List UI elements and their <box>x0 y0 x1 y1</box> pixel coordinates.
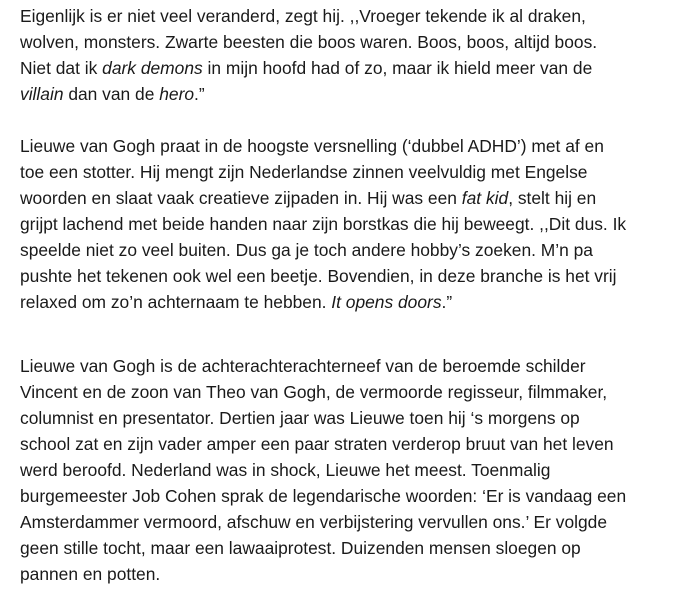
text-run: werd beroofd. Nederland was in shock, Lieuwe het meest. Toenmalig <box>20 460 551 480</box>
text-line <box>20 561 676 587</box>
text-run: Lieuwe van Gogh is de achterachterachterneef van de beroemde schilder <box>20 356 586 376</box>
italic-text: fat kid <box>461 188 509 208</box>
text-run: Niet dat ik <box>20 58 103 78</box>
text-line <box>20 29 676 55</box>
text-run: toe een stotter. Hij mengt zijn Nederlandse zinnen veelvuldig met Engelse <box>20 162 588 182</box>
text-line <box>20 185 676 211</box>
paragraph-gap <box>20 107 676 133</box>
text-run: Vincent en de zoon van Theo van Gogh, de vermoorde regisseur, filmmaker, <box>20 382 608 402</box>
text-run: burgemeester Job Cohen sprak de legendarische woorden: ‘Er is vandaag een <box>20 486 627 506</box>
text-run: woorden en slaat vaak creatieve zijpaden in. Hij was een <box>20 188 462 208</box>
text-line <box>20 133 676 159</box>
text-line <box>20 55 676 81</box>
text-run: in mijn hoofd had of zo, maar ik hield meer van de <box>202 58 593 78</box>
text-line <box>20 431 676 457</box>
italic-text: hero <box>159 84 195 104</box>
text-line <box>20 457 676 483</box>
text-line <box>20 237 676 263</box>
text-run: .” <box>194 84 205 104</box>
text-run: geen stille tocht, maar een lawaaiprotest. Duizenden mensen sloegen op <box>20 538 581 558</box>
text-line <box>20 289 676 315</box>
text-line <box>20 353 676 379</box>
paragraph-1 <box>20 3 676 107</box>
text-run: Lieuwe van Gogh praat in de hoogste versnelling (‘dubbel ADHD’) met af en <box>20 136 604 156</box>
paragraph-3 <box>20 353 676 587</box>
text-run: speelde niet zo veel buiten. Dus ga je toch andere hobby’s zoeken. M’n pa <box>20 240 593 260</box>
text-run: dan van de <box>63 84 160 104</box>
article-body <box>20 3 676 587</box>
text-run: school zat en zijn vader amper een paar straten verderop bruut van het leven <box>20 434 614 454</box>
italic-text: villain <box>20 84 64 104</box>
text-line <box>20 509 676 535</box>
text-run: Amsterdammer vermoord, afschuw en verbijstering vervullen ons.’ Er volgde <box>20 512 608 532</box>
paragraph-2 <box>20 133 676 315</box>
italic-text: dark demons <box>102 58 203 78</box>
text-run: , stelt hij en <box>508 188 597 208</box>
text-line <box>20 263 676 289</box>
text-run: relaxed om zo’n achternaam te hebben. <box>20 292 332 312</box>
paragraph-gap <box>20 315 676 353</box>
text-run: pushte het tekenen ook wel een beetje. Bovendien, in deze branche is het vrij <box>20 266 617 286</box>
text-line <box>20 81 676 107</box>
text-run: grijpt lachend met beide handen naar zijn borstkas die hij beweegt. ,,Dit dus. Ik <box>20 214 627 234</box>
text-line <box>20 405 676 431</box>
text-line <box>20 211 676 237</box>
text-line <box>20 379 676 405</box>
text-run: columnist en presentator. Dertien jaar was Lieuwe toen hij ‘s morgens op <box>20 408 580 428</box>
text-line <box>20 3 676 29</box>
text-line <box>20 483 676 509</box>
text-line <box>20 535 676 561</box>
italic-text: It opens doors <box>331 292 442 312</box>
text-run: .” <box>441 292 453 312</box>
text-line <box>20 159 676 185</box>
text-run: Eigenlijk is er niet veel veranderd, zegt hij. ,,Vroeger tekende ik al draken, <box>20 6 586 26</box>
text-run: pannen en potten. <box>20 564 161 584</box>
text-run: wolven, monsters. Zwarte beesten die boos waren. Boos, boos, altijd boos. <box>20 32 598 52</box>
